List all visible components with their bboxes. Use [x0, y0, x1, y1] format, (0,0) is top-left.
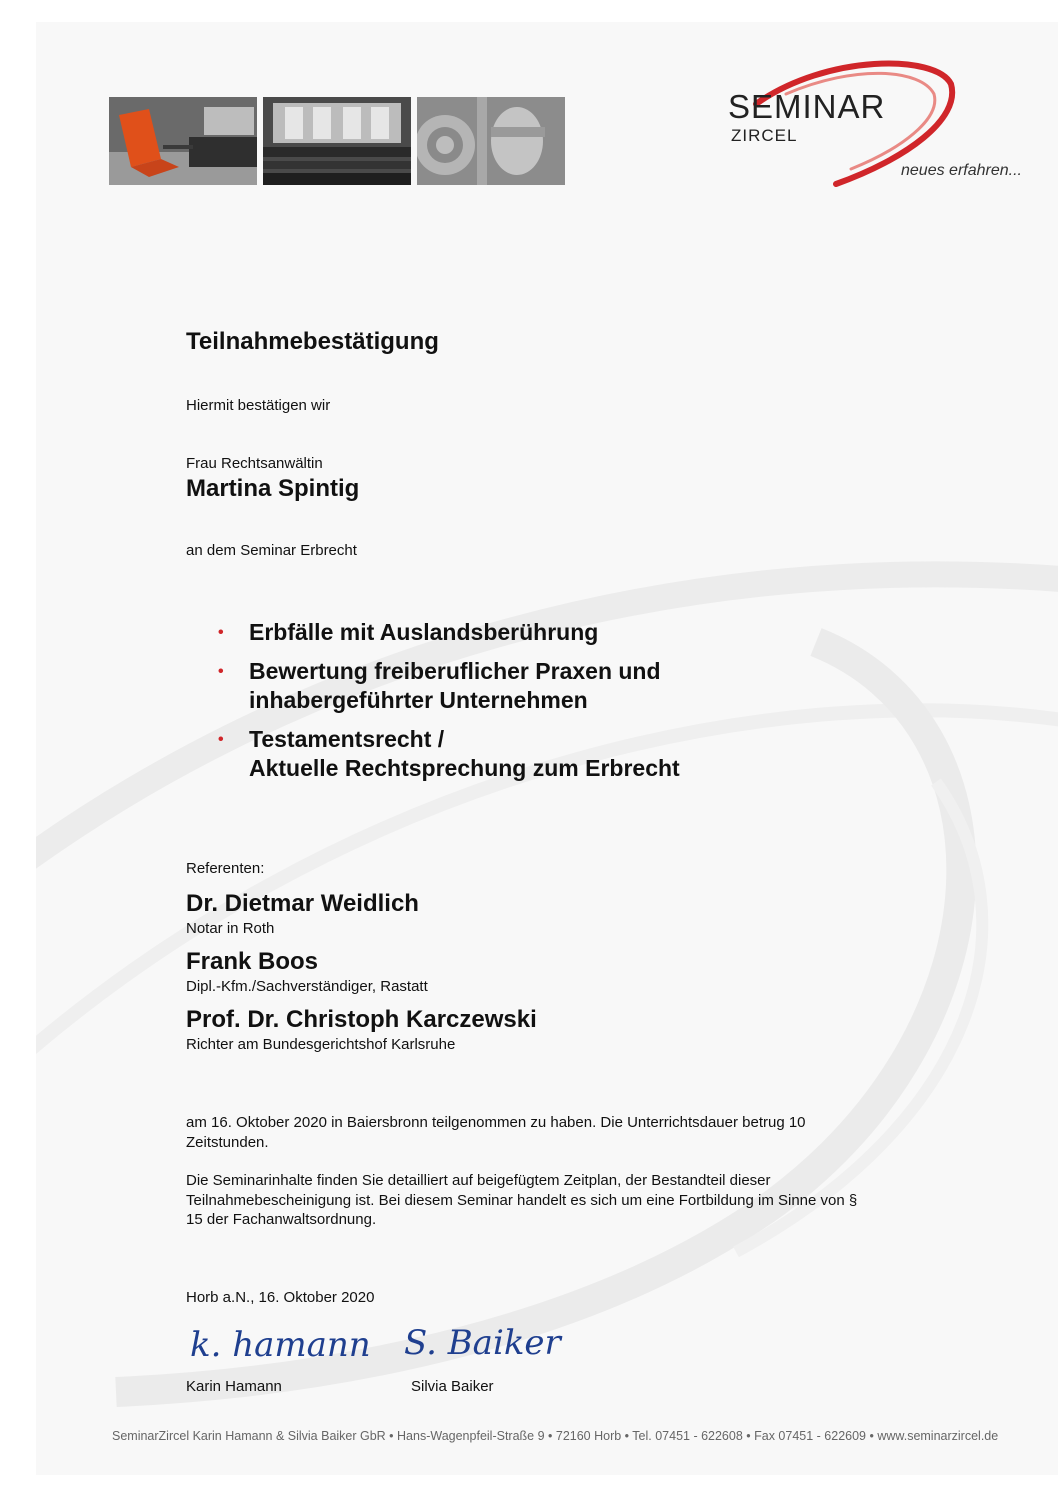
logo-tagline: neues erfahren... — [901, 162, 1022, 179]
signer-name-hamann: Karin Hamann — [186, 1378, 282, 1395]
signature-baiker — [402, 1306, 572, 1370]
courtroom-photo — [263, 97, 411, 185]
salutation-text: Frau Rechtsanwältin — [186, 455, 323, 472]
topic-line: inhabergeführter Unternehmen — [249, 687, 588, 713]
speaker-role: Richter am Bundesgerichtshof Karlsruhe — [186, 1036, 456, 1053]
participant-name: Martina Spintig — [186, 475, 360, 502]
logo-zircel-text: ZIRCEL — [731, 126, 798, 145]
bullet-icon: • — [218, 624, 224, 641]
speaker-name: Frank Boos — [186, 948, 319, 975]
orange-chair-photo — [109, 97, 257, 185]
svg-text:S. Baiker: S. Baiker — [404, 1323, 561, 1363]
seminar-line: an dem Seminar Erbrecht — [186, 542, 357, 559]
intro-text: Hiermit bestätigen wir — [186, 397, 331, 414]
signature-hamann — [186, 1310, 396, 1370]
attendance-paragraph: am 16. Oktober 2020 in Baiersbronn teilgenommen zu haben. Die Unterrichtsdauer betrug 10 Zeitstunden. — [186, 1114, 806, 1151]
document-title: Teilnahmebestätigung — [186, 328, 439, 355]
speaker-role: Notar in Roth — [186, 920, 275, 937]
bullet-icon: • — [218, 731, 224, 748]
speaker-name: Dr. Dietmar Weidlich — [186, 890, 419, 917]
topic-list — [218, 618, 818, 793]
topic-item — [218, 618, 818, 647]
topic-line: Testamentsrecht / — [249, 726, 445, 752]
topic-item — [218, 657, 818, 715]
place-date: Horb a.N., 16. Oktober 2020 — [186, 1289, 375, 1306]
speakers-label: Referenten: — [186, 860, 265, 877]
topic-item — [218, 725, 818, 783]
bullet-icon: • — [218, 663, 224, 680]
content-paragraph: Die Seminarinhalte finden Sie detailliert auf beigefügtem Zeitplan, der Bestandteil dieser Teilnahmebescheinigung ist. Bei diesem Seminar handelt es sich um eine Fortbildung im Sinne von § 15 der Fachanwaltsordnung. — [186, 1172, 858, 1228]
certificate-page — [36, 22, 1058, 1475]
topic-line: Erbfälle mit Auslandsberührung — [249, 619, 599, 645]
speaker-name: Prof. Dr. Christoph Karczewski — [186, 1006, 537, 1033]
logo-seminar-text: SEMINAR — [728, 88, 886, 125]
svg-text:k. hamann: k. hamann — [190, 1325, 371, 1365]
speaker-role: Dipl.-Kfm./Sachverständiger, Rastatt — [186, 978, 428, 995]
justitia-statue-photo — [417, 97, 565, 185]
topic-line: Bewertung freiberuflicher Praxen und — [249, 658, 661, 684]
footer-address: SeminarZircel Karin Hamann & Silvia Baiker GbR • Hans-Wagenpfeil-Straße 9 • 72160 Horb • Tel. 07451 - 622608 • Fax 07451 - 622609 • www.seminarzircel.de — [112, 1429, 999, 1443]
signer-name-baiker: Silvia Baiker — [411, 1378, 494, 1395]
topic-line: Aktuelle Rechtsprechung zum Erbrecht — [249, 755, 680, 781]
